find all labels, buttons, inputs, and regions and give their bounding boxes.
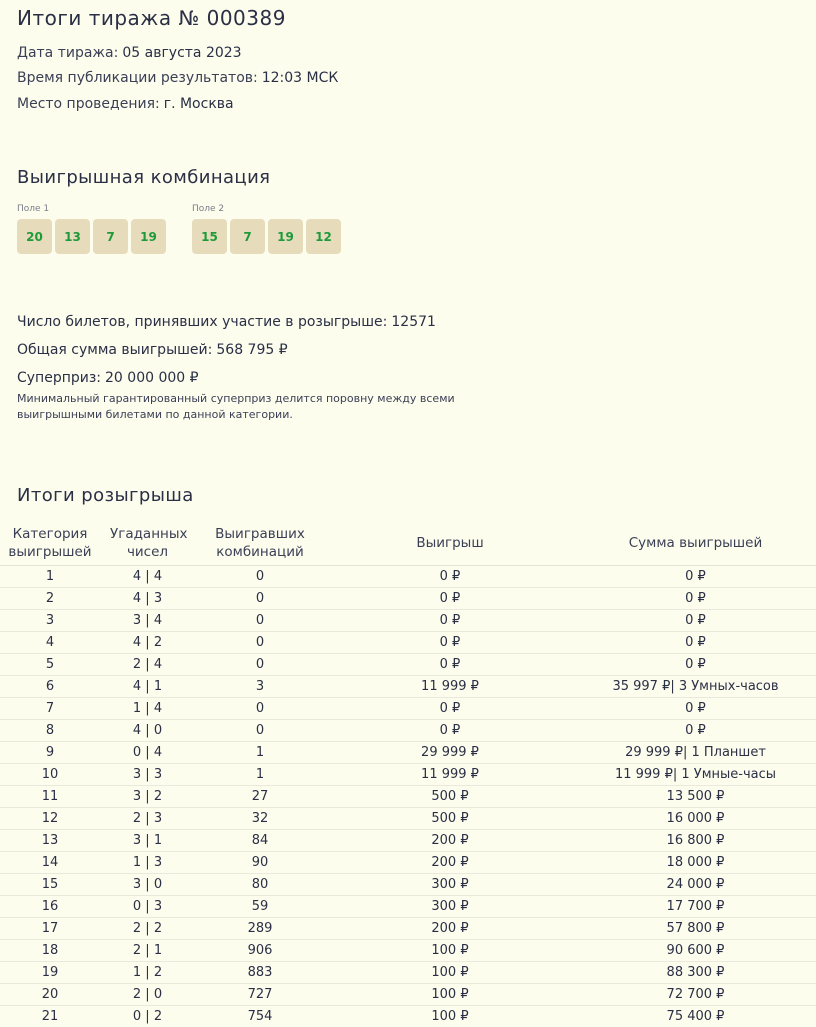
cell-winning-combinations: 80: [195, 874, 325, 896]
cell-winning-combinations: 27: [195, 786, 325, 808]
cell-total: 0 ₽: [575, 610, 816, 632]
cell-guessed: 0 | 4: [100, 742, 195, 764]
table-row: [0, 632, 816, 654]
cell-winning-combinations: 0: [195, 588, 325, 610]
cell-prize: 100 ₽: [325, 962, 575, 984]
cell-winning-combinations: 906: [195, 940, 325, 962]
cell-total: 0 ₽: [575, 632, 816, 654]
table-row: [0, 720, 816, 742]
column-header-winning-combinations: Выигравших комбинаций: [195, 521, 325, 566]
cell-category: 18: [0, 940, 100, 962]
cell-guessed: 3 | 4: [100, 610, 195, 632]
results-title: Итоги розыгрыша: [17, 485, 194, 506]
cell-total: 35 997 ₽| 3 Умных-часов: [575, 676, 816, 698]
table-row: [0, 588, 816, 610]
cell-total: 0 ₽: [575, 720, 816, 742]
table-row: [0, 742, 816, 764]
cell-prize: 0 ₽: [325, 566, 575, 588]
cell-winning-combinations: 883: [195, 962, 325, 984]
total-winnings-row: [17, 342, 288, 358]
venue-label: Место проведения:: [17, 96, 160, 112]
cell-prize: 0 ₽: [325, 632, 575, 654]
field2-ball: 15: [192, 219, 227, 254]
table-row: [0, 786, 816, 808]
cell-guessed: 1 | 2: [100, 962, 195, 984]
cell-total: 17 700 ₽: [575, 896, 816, 918]
results-body: [0, 566, 816, 1027]
cell-total: 16 800 ₽: [575, 830, 816, 852]
cell-total: 75 400 ₽: [575, 1006, 816, 1027]
tickets-label: Число билетов, принявших участие в розыгрыше:: [17, 314, 387, 330]
cell-category: 3: [0, 610, 100, 632]
cell-prize: 300 ₽: [325, 874, 575, 896]
cell-category: 16: [0, 896, 100, 918]
table-row: [0, 918, 816, 940]
cell-winning-combinations: 59: [195, 896, 325, 918]
cell-prize: 200 ₽: [325, 830, 575, 852]
draw-date-row: [17, 45, 242, 61]
cell-prize: 0 ₽: [325, 654, 575, 676]
cell-prize: 500 ₽: [325, 786, 575, 808]
column-header-total: Сумма выигрышей: [575, 521, 816, 566]
cell-guessed: 0 | 3: [100, 896, 195, 918]
cell-total: 18 000 ₽: [575, 852, 816, 874]
table-row: [0, 610, 816, 632]
cell-winning-combinations: 0: [195, 610, 325, 632]
cell-prize: 0 ₽: [325, 610, 575, 632]
cell-guessed: 3 | 0: [100, 874, 195, 896]
cell-winning-combinations: 84: [195, 830, 325, 852]
cell-category: 11: [0, 786, 100, 808]
cell-guessed: 2 | 4: [100, 654, 195, 676]
cell-winning-combinations: 0: [195, 654, 325, 676]
publish-time-label: Время публикации результатов:: [17, 70, 258, 86]
total-winnings-value: 568 795 ₽: [216, 342, 287, 358]
cell-category: 5: [0, 654, 100, 676]
cell-total: 24 000 ₽: [575, 874, 816, 896]
cell-guessed: 1 | 4: [100, 698, 195, 720]
cell-guessed: 4 | 4: [100, 566, 195, 588]
field1-balls: [17, 219, 166, 254]
cell-prize: 100 ₽: [325, 940, 575, 962]
table-row: [0, 676, 816, 698]
cell-prize: 11 999 ₽: [325, 764, 575, 786]
cell-category: 10: [0, 764, 100, 786]
cell-guessed: 1 | 3: [100, 852, 195, 874]
field2-ball: 7: [230, 219, 265, 254]
tickets-row: [17, 314, 436, 330]
cell-category: 21: [0, 1006, 100, 1027]
cell-guessed: 3 | 3: [100, 764, 195, 786]
cell-total: 0 ₽: [575, 698, 816, 720]
cell-category: 1: [0, 566, 100, 588]
cell-guessed: 3 | 1: [100, 830, 195, 852]
table-row: [0, 566, 816, 588]
cell-category: 8: [0, 720, 100, 742]
table-row: [0, 962, 816, 984]
cell-category: 13: [0, 830, 100, 852]
cell-guessed: 2 | 0: [100, 984, 195, 1006]
cell-category: 9: [0, 742, 100, 764]
field2-ball: 19: [268, 219, 303, 254]
superprize-note: Минимальный гарантированный суперприз делится поровну между всеми выигрышными билетами по данной категории.: [17, 391, 477, 423]
results-header-row: [0, 521, 816, 566]
cell-category: 7: [0, 698, 100, 720]
field2-ball: 12: [306, 219, 341, 254]
cell-winning-combinations: 3: [195, 676, 325, 698]
field2-balls: [192, 219, 341, 254]
tickets-value: 12571: [391, 314, 436, 330]
table-row: [0, 852, 816, 874]
cell-category: 20: [0, 984, 100, 1006]
publish-time-row: [17, 70, 338, 86]
venue-row: [17, 96, 234, 112]
cell-winning-combinations: 0: [195, 720, 325, 742]
table-row: [0, 764, 816, 786]
cell-winning-combinations: 1: [195, 742, 325, 764]
cell-prize: 300 ₽: [325, 896, 575, 918]
cell-total: 88 300 ₽: [575, 962, 816, 984]
results-table: [0, 521, 816, 1027]
cell-prize: 100 ₽: [325, 984, 575, 1006]
table-row: [0, 896, 816, 918]
cell-guessed: 4 | 1: [100, 676, 195, 698]
cell-prize: 11 999 ₽: [325, 676, 575, 698]
table-row: [0, 940, 816, 962]
cell-winning-combinations: 289: [195, 918, 325, 940]
cell-prize: 0 ₽: [325, 588, 575, 610]
cell-guessed: 4 | 3: [100, 588, 195, 610]
cell-prize: 200 ₽: [325, 918, 575, 940]
field1-label: Поле 1: [17, 204, 49, 214]
field1-ball: 19: [131, 219, 166, 254]
total-winnings-label: Общая сумма выигрышей:: [17, 342, 212, 358]
cell-total: 13 500 ₽: [575, 786, 816, 808]
cell-guessed: 3 | 2: [100, 786, 195, 808]
table-row: [0, 830, 816, 852]
cell-guessed: 2 | 2: [100, 918, 195, 940]
cell-total: 11 999 ₽| 1 Умные-часы: [575, 764, 816, 786]
cell-prize: 500 ₽: [325, 808, 575, 830]
cell-total: 57 800 ₽: [575, 918, 816, 940]
page-title: Итоги тиража № 000389: [17, 6, 286, 30]
cell-guessed: 2 | 1: [100, 940, 195, 962]
table-row: [0, 654, 816, 676]
cell-total: 29 999 ₽| 1 Планшет: [575, 742, 816, 764]
cell-category: 12: [0, 808, 100, 830]
field2-label: Поле 2: [192, 204, 224, 214]
cell-category: 15: [0, 874, 100, 896]
table-row: [0, 698, 816, 720]
table-row: [0, 874, 816, 896]
column-header-guessed: Угаданных чисел: [100, 521, 195, 566]
cell-category: 4: [0, 632, 100, 654]
venue-value: г. Москва: [164, 96, 234, 112]
cell-category: 17: [0, 918, 100, 940]
draw-date-label: Дата тиража:: [17, 45, 118, 61]
cell-winning-combinations: 754: [195, 1006, 325, 1027]
field1-ball: 7: [93, 219, 128, 254]
cell-category: 2: [0, 588, 100, 610]
cell-winning-combinations: 1: [195, 764, 325, 786]
cell-guessed: 4 | 2: [100, 632, 195, 654]
field1-ball: 13: [55, 219, 90, 254]
cell-category: 6: [0, 676, 100, 698]
cell-total: 72 700 ₽: [575, 984, 816, 1006]
cell-winning-combinations: 0: [195, 566, 325, 588]
table-row: [0, 808, 816, 830]
publish-time-value: 12:03 МСК: [262, 70, 339, 86]
cell-winning-combinations: 32: [195, 808, 325, 830]
cell-total: 16 000 ₽: [575, 808, 816, 830]
cell-total: 0 ₽: [575, 654, 816, 676]
cell-prize: 200 ₽: [325, 852, 575, 874]
cell-winning-combinations: 90: [195, 852, 325, 874]
cell-guessed: 0 | 2: [100, 1006, 195, 1027]
combination-title: Выигрышная комбинация: [17, 167, 270, 188]
cell-prize: 0 ₽: [325, 720, 575, 742]
cell-guessed: 4 | 0: [100, 720, 195, 742]
cell-category: 14: [0, 852, 100, 874]
superprize-value: 20 000 000 ₽: [105, 370, 199, 386]
superprize-row: [17, 370, 199, 386]
draw-date-value: 05 августа 2023: [122, 45, 241, 61]
cell-prize: 0 ₽: [325, 698, 575, 720]
column-header-category: Категория выигрышей: [0, 521, 100, 566]
cell-winning-combinations: 727: [195, 984, 325, 1006]
cell-total: 0 ₽: [575, 588, 816, 610]
cell-winning-combinations: 0: [195, 698, 325, 720]
cell-total: 90 600 ₽: [575, 940, 816, 962]
table-row: [0, 984, 816, 1006]
superprize-label: Суперприз:: [17, 370, 101, 386]
cell-winning-combinations: 0: [195, 632, 325, 654]
field1-ball: 20: [17, 219, 52, 254]
cell-guessed: 2 | 3: [100, 808, 195, 830]
cell-prize: 100 ₽: [325, 1006, 575, 1027]
cell-total: 0 ₽: [575, 566, 816, 588]
column-header-prize: Выигрыш: [325, 521, 575, 566]
cell-prize: 29 999 ₽: [325, 742, 575, 764]
cell-category: 19: [0, 962, 100, 984]
